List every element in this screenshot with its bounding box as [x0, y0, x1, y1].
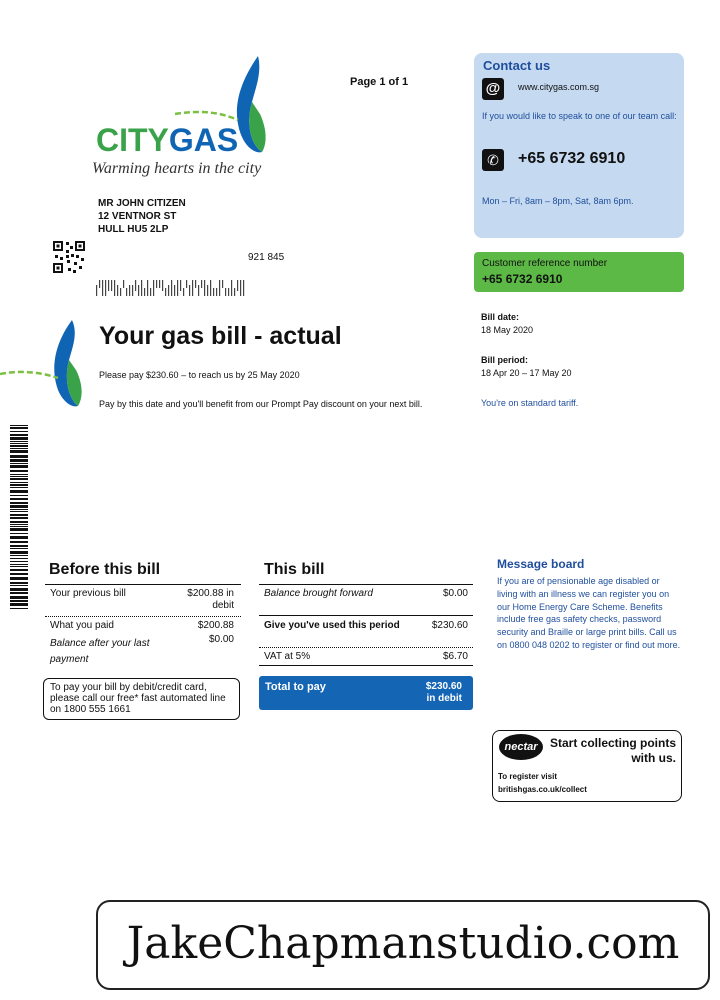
tariff-note: You're on standard tariff.: [481, 398, 579, 408]
row-divider: [259, 665, 473, 666]
postal-barcode-icon: [96, 280, 246, 296]
vat-value: $6.70: [442, 651, 468, 662]
qr-code-icon: [52, 240, 86, 274]
total-debit-suffix: in debit: [426, 693, 462, 704]
row-divider: [45, 616, 241, 617]
nectar-register-link[interactable]: britishgas.co.uk/collect: [498, 785, 587, 794]
total-to-pay-label: Total to pay: [265, 681, 326, 693]
before-bill-title: Before this bill: [49, 561, 161, 578]
prompt-pay-note: Pay by this date and you'll benefit from our Prompt Pay discount on your next bill.: [99, 399, 423, 409]
customer-address: [98, 197, 186, 236]
side-flame-logo-icon: [0, 318, 90, 418]
customer-reference-number: +65 6732 6910: [482, 272, 563, 286]
watermark-text: JakeChapmanstudio.com: [126, 918, 680, 969]
pay-by-card-note: To pay your bill by debit/credit card, please call our free* fast automated line on 1800 555 1661: [43, 678, 240, 720]
contact-website-link[interactable]: www.citygas.com.sg: [518, 82, 600, 92]
vat-label: VAT at 5%: [264, 651, 311, 662]
previous-bill-value: $200.88 in debit: [187, 588, 234, 611]
address-line-city: HULL HU5 2LP: [98, 224, 169, 235]
contact-title: Contact us: [483, 58, 551, 73]
citygas-logo-text: CITYGAS: [96, 122, 239, 158]
address-line-street: 12 VENTNOR ST: [98, 211, 177, 222]
total-amount: $230.60: [425, 681, 462, 692]
nectar-logo: nectar: [499, 734, 543, 760]
contact-speak-text: If you would like to speak to one of our team call:: [482, 111, 677, 121]
phone-icon: ✆: [482, 149, 504, 171]
nectar-register-label: To register visit: [498, 772, 557, 781]
email-at-icon: @: [482, 78, 504, 100]
balance-forward-label: Balance brought forward: [264, 588, 373, 599]
this-bill-divider: [259, 584, 473, 585]
contact-panel: [474, 53, 684, 238]
this-bill-title: This bill: [264, 561, 325, 578]
total-to-pay-value: [400, 681, 462, 705]
mailing-reference-number: 921 845: [248, 252, 285, 263]
customer-reference-label: Customer reference number: [482, 258, 608, 269]
logo-tagline: Warming hearts in the city: [92, 160, 262, 177]
what-you-paid-label: What you paid: [50, 620, 114, 631]
contact-hours: Mon – Fri, 8am – 8pm, Sat, 8am 6pm.: [482, 196, 634, 206]
row-divider: [259, 647, 473, 648]
bill-period-value: 18 Apr 20 – 17 May 20: [481, 368, 572, 378]
side-barcode-icon: [10, 425, 28, 610]
contact-phone-number[interactable]: +65 6732 6910: [518, 150, 626, 167]
nectar-headline: Start collecting points with us.: [549, 736, 676, 765]
pay-by-text: Please pay $230.60 – to reach us by 25 May 2020: [99, 370, 300, 380]
bill-period-label: Bill period:: [481, 355, 528, 365]
bill-date-label: Bill date:: [481, 312, 520, 322]
before-bill-divider: [45, 584, 241, 585]
address-line-name: MR JOHN CITIZEN: [98, 198, 186, 209]
message-board-title: Message board: [497, 557, 585, 571]
bill-date-block: [481, 311, 533, 337]
gas-used-value: $230.60: [431, 620, 468, 631]
bill-period-block: [481, 354, 572, 380]
row-divider: [259, 615, 473, 616]
balance-after-payment-label: Balance after your last payment: [50, 638, 150, 665]
balance-forward-value: $0.00: [442, 588, 468, 599]
balance-after-payment-value: $0.00: [208, 634, 234, 645]
bill-date-value: 18 May 2020: [481, 325, 534, 335]
message-board-text: If you are of pensionable age disabled or living with an illness we can register you on our Home Energy Care Scheme. Benefits include free gas safety checks, password security and Braille or large print bills. Call us on 0800 048 0202 to register or find out more.: [497, 576, 681, 650]
page-number: Page 1 of 1: [350, 76, 409, 88]
bill-headline: Your gas bill - actual: [99, 322, 342, 350]
nectar-register: [498, 770, 587, 796]
gas-used-label: Give you've used this period: [264, 620, 400, 631]
previous-bill-label: Your previous bill: [50, 588, 126, 599]
what-you-paid-value: $200.88: [197, 620, 234, 631]
